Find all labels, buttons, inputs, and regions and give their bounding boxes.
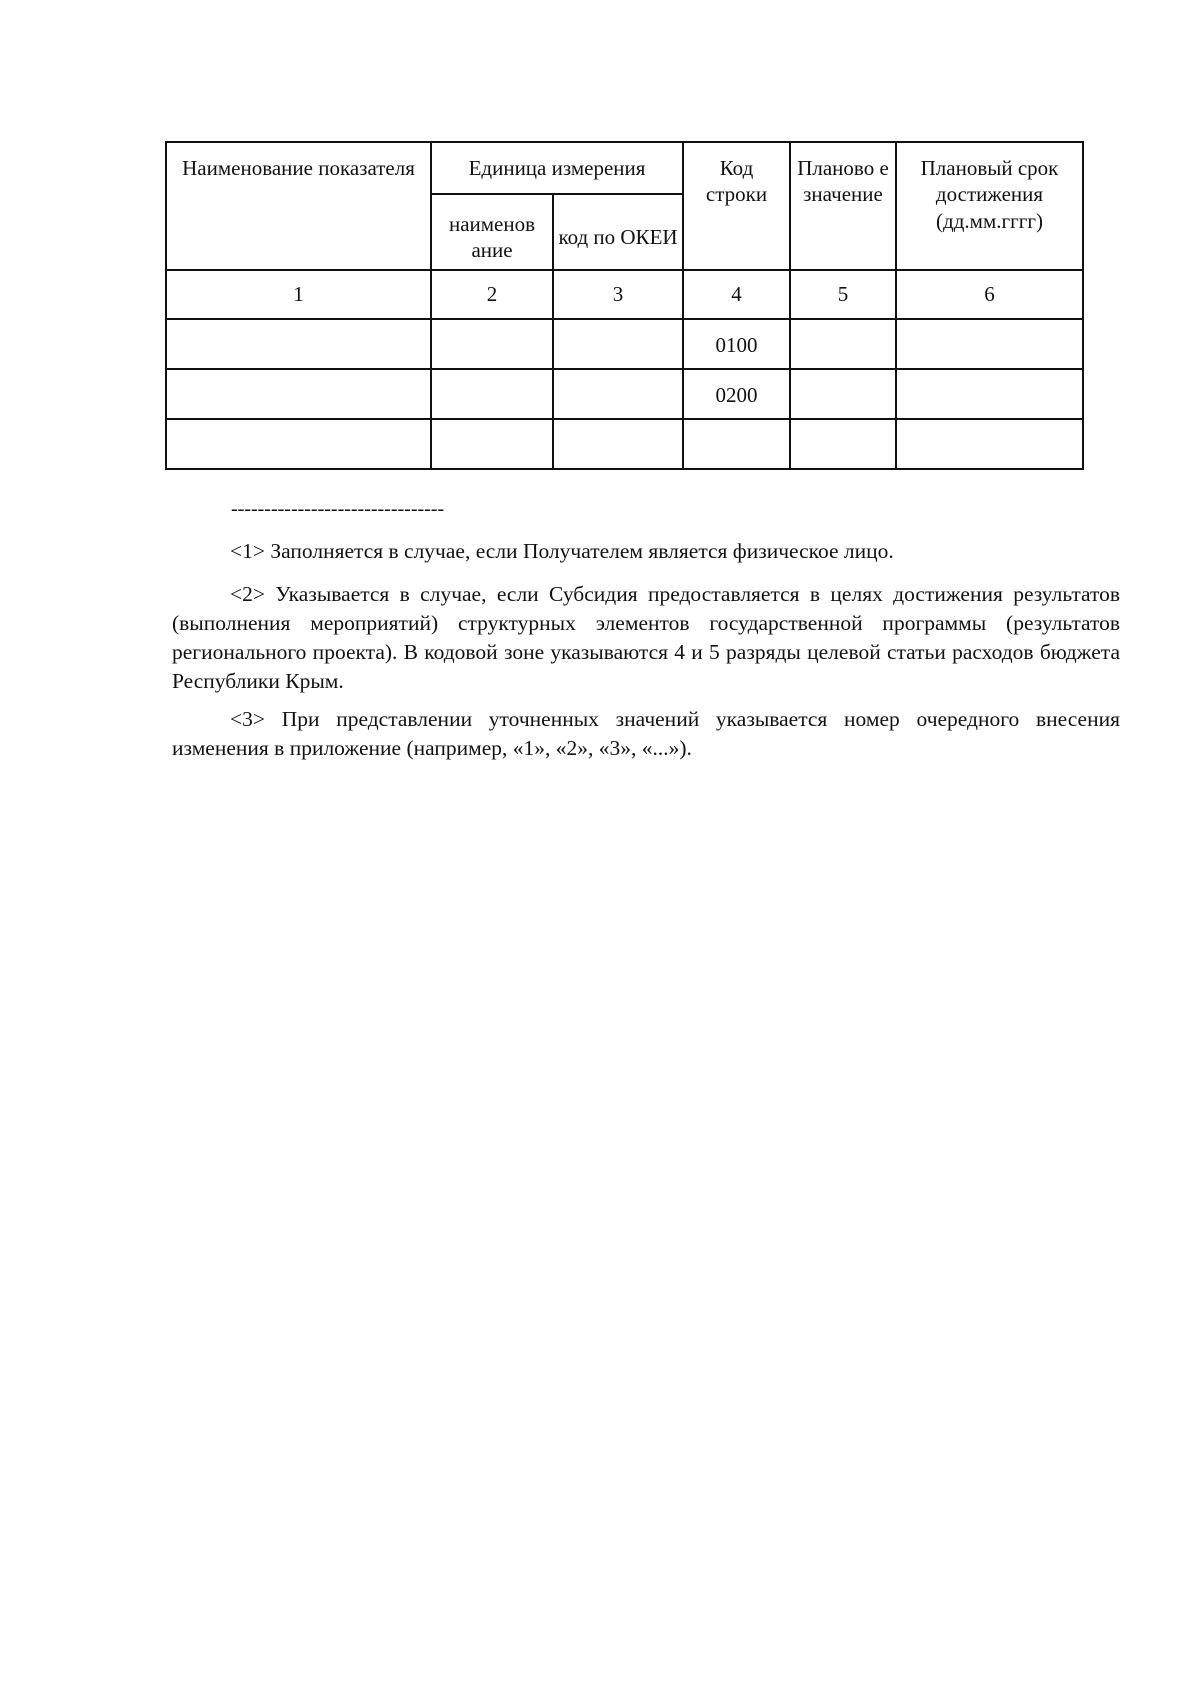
cell-row-code: 0200 xyxy=(683,369,790,419)
header-planned-value: Планово е значение xyxy=(790,142,896,270)
cell-okei xyxy=(553,419,683,469)
footnote-3: <3> При представлении уточненных значений указывается номер очередного внесения изменения в приложение (например, «1», «2», «3», «...»). xyxy=(172,707,1120,760)
cell-planned-value xyxy=(790,319,896,369)
cell-okei xyxy=(553,319,683,369)
table-row xyxy=(166,419,1083,469)
indicator-table xyxy=(165,141,1084,470)
table-header-row xyxy=(166,142,1083,194)
cell-planned-value xyxy=(790,419,896,469)
footnote-separator: -------------------------------- xyxy=(231,498,445,520)
cell-planned-date xyxy=(896,369,1083,419)
header-unit: Единица измерения xyxy=(431,142,683,194)
cell-row-code: 0100 xyxy=(683,319,790,369)
column-number-row xyxy=(166,270,1083,319)
column-number: 1 xyxy=(166,270,431,319)
cell-planned-date xyxy=(896,419,1083,469)
cell-unit-name xyxy=(431,319,553,369)
header-indicator-name: Наименование показателя xyxy=(166,142,431,270)
header-planned-date: Плановый срок достижения (дд.мм.гггг) xyxy=(896,142,1083,270)
cell-indicator-name xyxy=(166,369,431,419)
cell-indicator-name xyxy=(166,319,431,369)
cell-planned-value xyxy=(790,369,896,419)
cell-unit-name xyxy=(431,369,553,419)
column-number: 2 xyxy=(431,270,553,319)
footnote-2: <2> Указывается в случае, если Субсидия предоставляется в целях достижения результатов (выполнения мероприятий) структурных элементов государственной программы (результатов регионального проекта). В кодовой зоне указываются 4 и 5 разряды целевой статьи расходов бюджета Республики Крым. xyxy=(172,582,1120,693)
header-unit-name: наименов ание xyxy=(431,194,553,270)
footnote-1: <1> Заполняется в случае, если Получателем является физическое лицо. xyxy=(230,539,894,563)
cell-unit-name xyxy=(431,419,553,469)
column-number: 3 xyxy=(553,270,683,319)
cell-row-code xyxy=(683,419,790,469)
column-number: 6 xyxy=(896,270,1083,319)
column-number: 5 xyxy=(790,270,896,319)
header-unit-okei: код по ОКЕИ xyxy=(553,194,683,270)
cell-okei xyxy=(553,369,683,419)
cell-planned-date xyxy=(896,319,1083,369)
cell-indicator-name xyxy=(166,419,431,469)
column-number: 4 xyxy=(683,270,790,319)
table-row xyxy=(166,319,1083,369)
header-row-code: Код строки xyxy=(683,142,790,270)
table-row xyxy=(166,369,1083,419)
